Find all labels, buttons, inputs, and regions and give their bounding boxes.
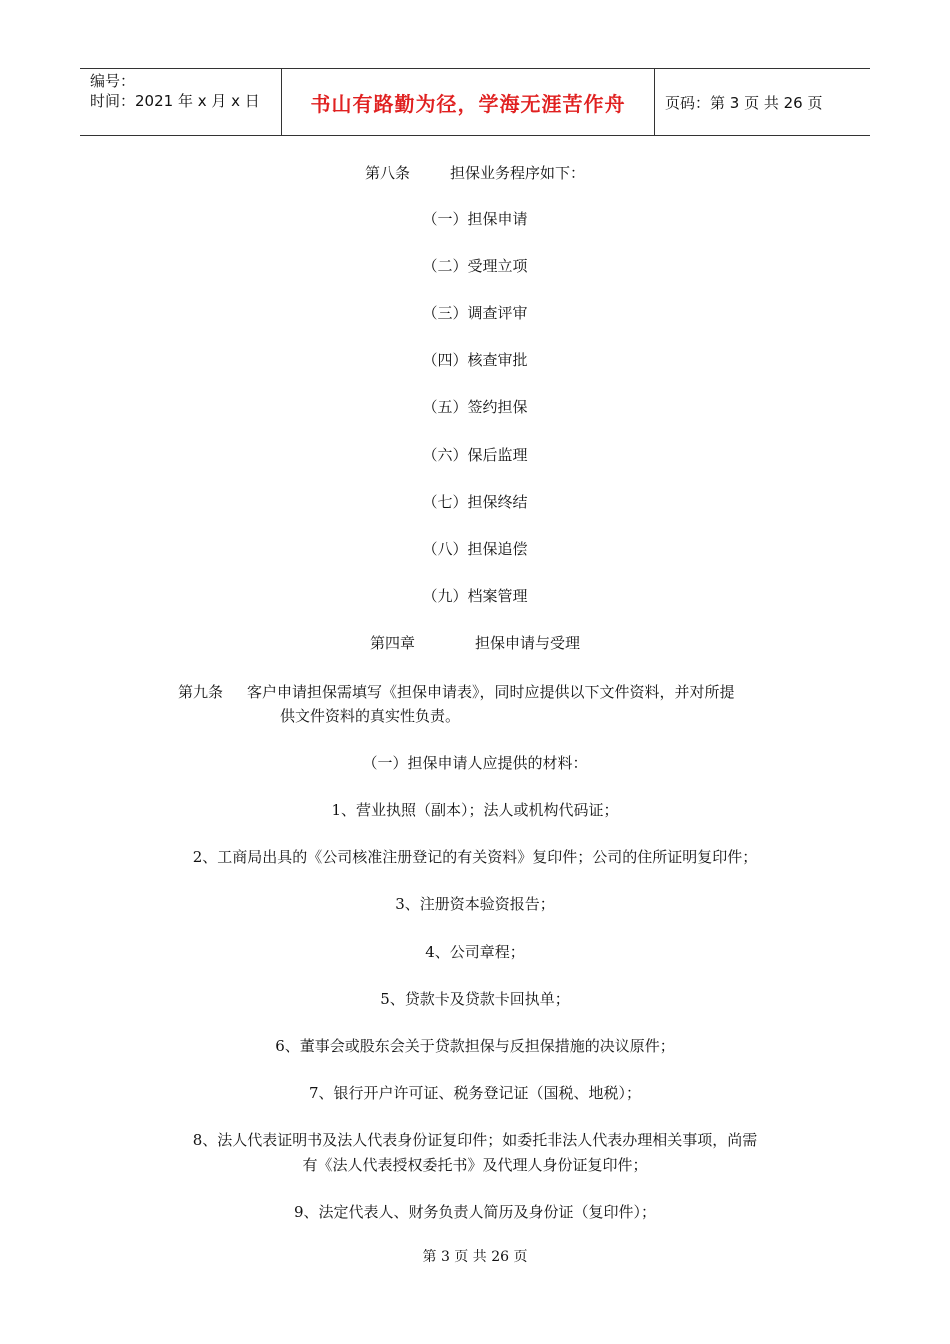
header-motto: 书山有路勤为径，学海无涯苦作舟 xyxy=(282,69,655,135)
document-time: 时间：2021 年 x 月 x 日 xyxy=(90,92,260,110)
chapter-label: 第四章 xyxy=(369,634,415,652)
article-9-line-2: 供文件资料的真实性负责。 xyxy=(280,707,461,725)
step-item: （二）受理立项 xyxy=(422,257,528,275)
article-9 xyxy=(178,680,818,728)
materials-heading: （一）担保申请人应提供的材料： xyxy=(362,754,588,772)
step-item: （五）签约担保 xyxy=(422,398,528,416)
material-item-9: 9、法定代表人、财务负责人简历及身份证（复印件）； xyxy=(293,1203,657,1221)
step-item: （一）担保申请 xyxy=(422,210,528,228)
material-item: 5、贷款卡及贷款卡回执单； xyxy=(380,990,570,1008)
header-meta xyxy=(80,69,282,135)
step-item: （九）档案管理 xyxy=(422,587,528,605)
material-item: 6、董事会或股东会关于贷款担保与反担保措施的决议原件； xyxy=(275,1037,675,1055)
chapter-heading xyxy=(0,632,950,654)
material-item-8-line-1: 8、法人代表证明书及法人代表身份证复印件；如委托非法人代表办理相关事项，尚需 xyxy=(192,1131,758,1149)
article-8-text: 担保业务程序如下： xyxy=(450,164,586,182)
step-item: （七）担保终结 xyxy=(422,493,528,511)
article-8 xyxy=(0,162,950,184)
step-item: （八）担保追偿 xyxy=(422,540,528,558)
material-item: 4、公司章程； xyxy=(425,943,525,961)
step-item: （三）调查评审 xyxy=(422,304,528,322)
material-item-8-line-2: 有《法人代表授权委托书》及代理人身份证复印件； xyxy=(302,1156,648,1174)
material-item: 1、营业执照（副本）；法人或机构代码证； xyxy=(331,801,619,819)
article-8-label: 第八条 xyxy=(364,164,410,182)
page-header xyxy=(80,68,870,136)
page-footer: 第 3 页 共 26 页 xyxy=(422,1249,528,1265)
material-item: 3、注册资本验资报告； xyxy=(395,895,555,913)
material-item: 2、工商局出具的《公司核准注册登记的有关资料》复印件；公司的住所证明复印件； xyxy=(192,848,758,866)
chapter-title: 担保申请与受理 xyxy=(475,634,581,652)
article-9-line-1: 第九条 客户申请担保需填写《担保申请表》，同时应提供以下文件资料，并对所提 xyxy=(178,683,735,701)
step-item: （四）核查审批 xyxy=(422,351,528,369)
material-item: 7、银行开户许可证、税务登记证（国税、地税）； xyxy=(308,1084,642,1102)
document-number: 编号： xyxy=(90,72,136,90)
step-item: （六）保后监理 xyxy=(422,446,528,464)
header-page-info: 页码：第 3 页 共 26 页 xyxy=(665,93,823,112)
article-9-label: 第九条 xyxy=(178,683,224,701)
